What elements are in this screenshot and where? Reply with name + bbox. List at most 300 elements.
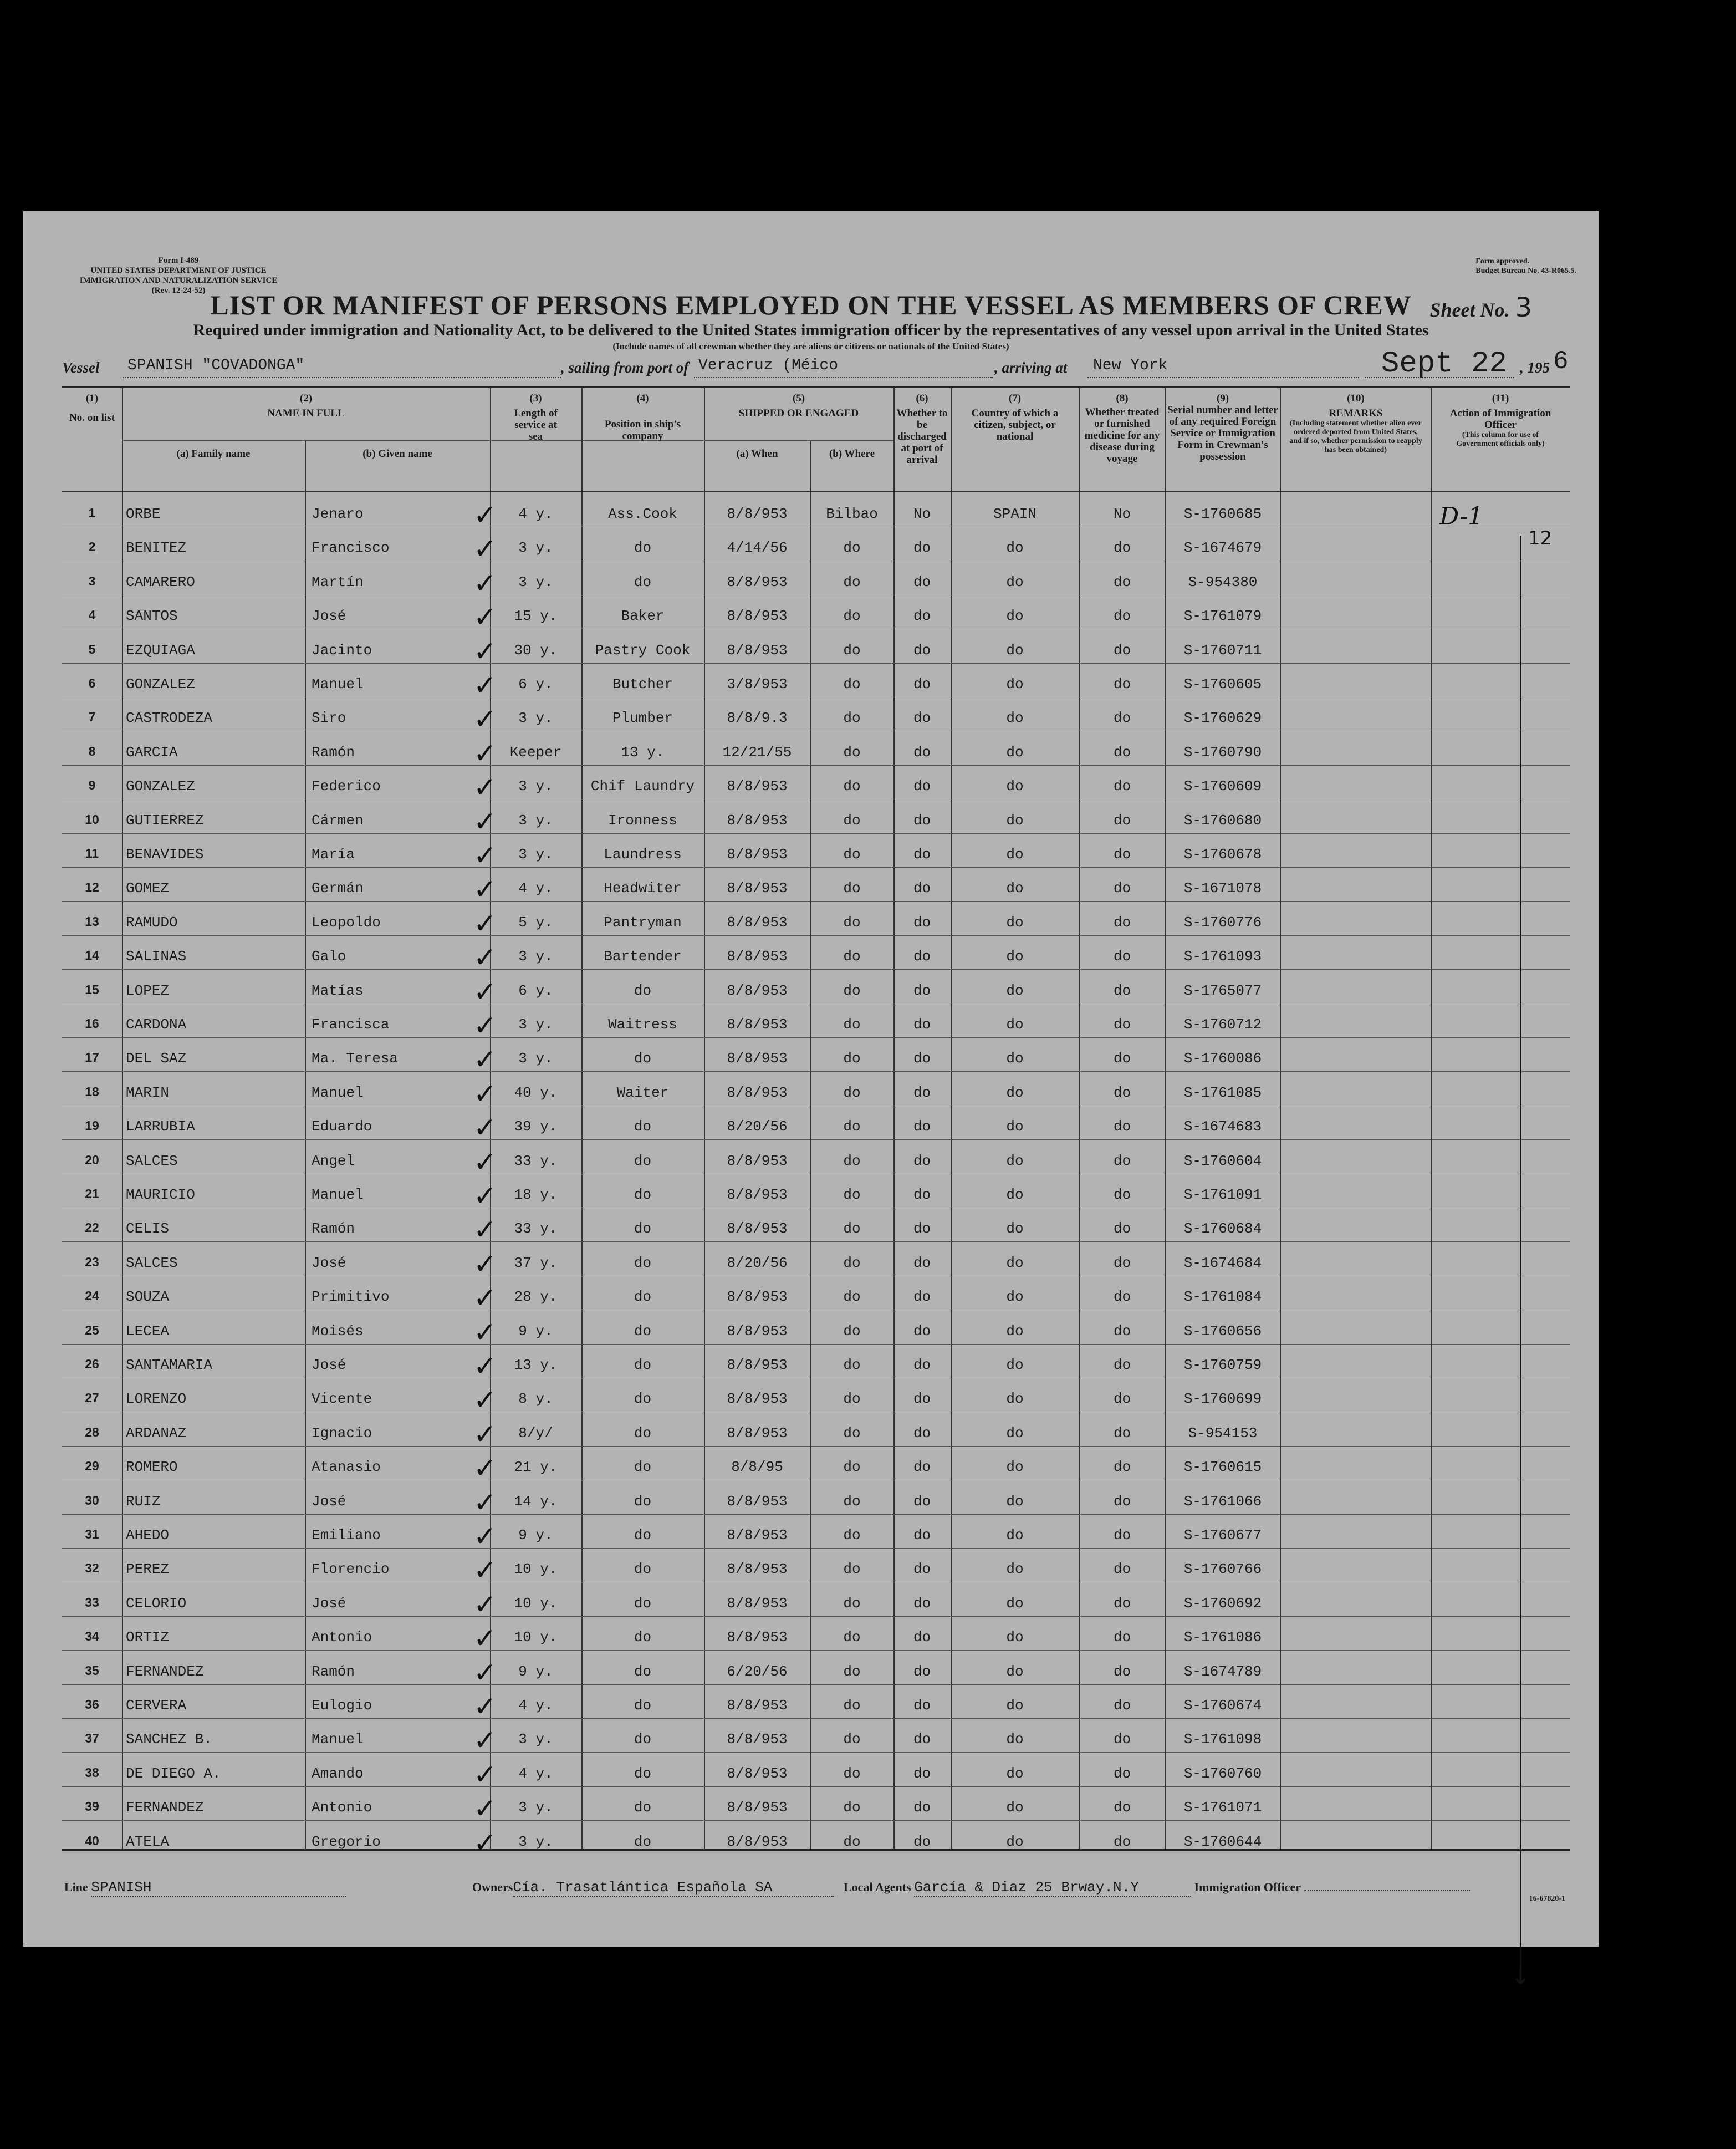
- cell-position: Laundress: [604, 846, 682, 863]
- cell-where: do: [843, 1799, 861, 1816]
- cell-no: 16: [85, 1016, 99, 1031]
- page-title: LIST OR MANIFEST OF PERSONS EMPLOYED ON THE VESSEL AS MEMBERS OF CREW: [210, 289, 1412, 320]
- cell-discharge: do: [913, 1799, 931, 1816]
- cell-where: Bilbao: [826, 506, 878, 522]
- cell-no: 39: [85, 1799, 99, 1814]
- cell-family: BENAVIDES: [126, 846, 204, 863]
- cell-serial: S-1760604: [1183, 1152, 1262, 1169]
- cell-discharge: do: [913, 982, 931, 999]
- table-row: [62, 1651, 1570, 1689]
- cell-no: 27: [85, 1391, 99, 1405]
- cell-position: Waitress: [608, 1016, 677, 1033]
- cell-discharge: do: [913, 948, 931, 965]
- table-row: [62, 630, 1570, 668]
- cell-country: do: [1006, 539, 1024, 557]
- cell-family: SALCES: [126, 1254, 178, 1271]
- cell-given: Matías: [312, 982, 364, 999]
- cell-country: do: [1006, 1152, 1024, 1169]
- cell-family: RUIZ: [126, 1493, 161, 1510]
- cell-serial: S-1760760: [1183, 1765, 1262, 1782]
- cell-country: do: [1006, 914, 1024, 931]
- cell-given: Antonio: [312, 1799, 372, 1816]
- cell-country: do: [1006, 1289, 1024, 1306]
- cell-where: do: [843, 1629, 861, 1646]
- cell-country: do: [1006, 982, 1024, 999]
- cell-country: do: [1006, 1833, 1024, 1850]
- col-where-header: (b) Where: [829, 448, 875, 460]
- cell-serial: S-1760766: [1183, 1561, 1262, 1578]
- cell-position: do: [634, 1527, 652, 1544]
- cell-treated: do: [1113, 1731, 1131, 1748]
- table-row: [62, 1038, 1570, 1076]
- arriving-label: , arriving at: [994, 359, 1068, 376]
- cell-where: do: [843, 1152, 861, 1169]
- cell-when: 8/8/953: [727, 948, 788, 965]
- check-mark-icon: ✓: [473, 805, 497, 838]
- cell-serial: S-1761086: [1183, 1629, 1262, 1646]
- cell-given: José: [312, 1493, 346, 1510]
- cell-given: Eduardo: [312, 1118, 372, 1135]
- annotation-d1: D-1: [1439, 502, 1483, 531]
- table-row: [62, 1413, 1570, 1450]
- cell-country: do: [1006, 948, 1024, 965]
- cell-serial: S-1761084: [1183, 1289, 1262, 1306]
- cell-when: 3/8/953: [727, 676, 788, 692]
- cell-treated: do: [1113, 1697, 1131, 1714]
- cell-when: 8/8/953: [727, 1527, 788, 1544]
- cell-where: do: [843, 1186, 861, 1203]
- cell-when: 12/21/55: [722, 744, 792, 761]
- cell-no: 40: [85, 1833, 99, 1848]
- cell-family: SALCES: [126, 1152, 178, 1169]
- cell-when: 8/8/953: [727, 1731, 788, 1748]
- cell-discharge: do: [913, 539, 931, 557]
- table-row: [62, 595, 1570, 634]
- cell-where: do: [843, 1697, 861, 1714]
- sailing-label: , sailing from port of: [561, 359, 689, 376]
- col-family-header: (a) Family name: [176, 448, 251, 460]
- cell-treated: do: [1113, 641, 1131, 659]
- cell-country: SPAIN: [993, 506, 1037, 522]
- sheet-label: Sheet No.: [1429, 299, 1510, 321]
- cell-service: 28 y.: [514, 1289, 558, 1306]
- cell-service: 39 y.: [514, 1118, 558, 1135]
- cell-serial: S-1760656: [1183, 1322, 1262, 1340]
- cell-family: GONZALEZ: [126, 676, 195, 692]
- cell-no: 38: [85, 1765, 99, 1780]
- check-mark-icon: ✓: [473, 703, 497, 736]
- cell-when: 8/8/953: [727, 1799, 788, 1816]
- table-row: [62, 1208, 1570, 1246]
- cell-position: do: [634, 1357, 652, 1373]
- table-row: [62, 1821, 1570, 1859]
- cell-where: do: [843, 1663, 861, 1680]
- cell-position: do: [634, 1561, 652, 1578]
- cell-where: do: [843, 641, 861, 659]
- check-mark-icon: ✓: [473, 533, 497, 566]
- cell-where: do: [843, 608, 861, 625]
- cell-discharge: do: [913, 1186, 931, 1203]
- cell-discharge: do: [913, 710, 931, 727]
- cell-given: Francisco: [312, 539, 390, 557]
- table-row: [62, 1787, 1570, 1825]
- cell-when: 8/8/953: [727, 1629, 788, 1646]
- cell-service: 4 y.: [518, 1765, 553, 1782]
- cell-treated: do: [1113, 1799, 1131, 1816]
- cell-discharge: do: [913, 1527, 931, 1544]
- cell-when: 8/8/953: [727, 1186, 788, 1203]
- cell-family: FERNANDEZ: [126, 1799, 204, 1816]
- check-mark-icon: ✓: [473, 669, 497, 701]
- cell-given: José: [312, 608, 346, 625]
- cell-treated: do: [1113, 1765, 1131, 1782]
- table-row: [62, 732, 1570, 770]
- cell-position: do: [634, 1424, 652, 1442]
- cell-discharge: do: [913, 1731, 931, 1748]
- cell-no: 30: [85, 1493, 99, 1508]
- cell-treated: do: [1113, 948, 1131, 965]
- cell-when: 8/8/953: [727, 1152, 788, 1169]
- cell-treated: do: [1113, 1357, 1131, 1373]
- cell-position: Pantryman: [604, 914, 682, 931]
- cell-where: do: [843, 1357, 861, 1373]
- col-no-header: (1) No. on list: [69, 393, 115, 424]
- cell-country: do: [1006, 1527, 1024, 1544]
- cell-where: do: [843, 1322, 861, 1340]
- cell-position: Pastry Cook: [595, 641, 691, 659]
- cell-country: do: [1006, 1765, 1024, 1782]
- cell-treated: do: [1113, 1050, 1131, 1067]
- table-row: [62, 1345, 1570, 1382]
- cell-country: do: [1006, 641, 1024, 659]
- cell-treated: do: [1113, 1322, 1131, 1340]
- footer-officer-label: Immigration Officer: [1194, 1880, 1301, 1894]
- cell-given: Jacinto: [312, 641, 372, 659]
- cell-family: ORBE: [126, 506, 161, 522]
- cell-family: DE DIEGO A.: [126, 1765, 221, 1782]
- cell-country: do: [1006, 608, 1024, 625]
- table-row: [62, 697, 1570, 736]
- cell-given: Eulogio: [312, 1697, 372, 1714]
- table-row: [62, 1004, 1570, 1042]
- cell-position: do: [634, 1118, 652, 1135]
- table-row: [62, 1140, 1570, 1178]
- cell-position: Ass.Cook: [608, 506, 677, 522]
- check-mark-icon: ✓: [473, 1690, 497, 1723]
- cell-family: LECEA: [126, 1322, 170, 1340]
- check-mark-icon: ✓: [473, 1520, 497, 1552]
- cell-country: do: [1006, 1629, 1024, 1646]
- cell-when: 8/20/56: [727, 1254, 788, 1271]
- check-mark-icon: ✓: [473, 1077, 497, 1110]
- cell-country: do: [1006, 1322, 1024, 1340]
- cell-given: Angel: [312, 1152, 355, 1169]
- cell-country: do: [1006, 1493, 1024, 1510]
- cell-service: 9 y.: [518, 1663, 553, 1680]
- table-row: [62, 1685, 1570, 1723]
- check-mark-icon: ✓: [473, 1826, 497, 1859]
- year-label: , 195: [1520, 359, 1550, 376]
- cell-discharge: do: [913, 1833, 931, 1850]
- cell-position: do: [634, 1765, 652, 1782]
- cell-discharge: do: [913, 1424, 931, 1442]
- check-mark-icon: ✓: [473, 1622, 497, 1655]
- col-remarks-header: (10) REMARKS (Including statement whether alien ever ordered deported from United States, and if so, whether permission to reapply has been obtained): [1289, 393, 1422, 454]
- cell-when: 8/8/9.3: [727, 710, 788, 727]
- cell-family: LARRUBIA: [126, 1118, 195, 1135]
- print-code: 16-67820-1: [1529, 1895, 1565, 1903]
- cell-country: do: [1006, 744, 1024, 761]
- cell-when: 8/8/953: [727, 1220, 788, 1238]
- cell-family: CAMARERO: [126, 573, 195, 590]
- check-mark-icon: ✓: [473, 1452, 497, 1485]
- cell-discharge: do: [913, 1663, 931, 1680]
- cell-serial: S-1760685: [1183, 506, 1262, 522]
- check-mark-icon: ✓: [473, 873, 497, 906]
- cell-serial: S-1765077: [1183, 982, 1262, 999]
- cell-no: 6: [88, 676, 96, 690]
- cell-where: do: [843, 914, 861, 931]
- cell-where: do: [843, 880, 861, 897]
- cell-no: 21: [85, 1186, 99, 1201]
- cell-treated: do: [1113, 573, 1131, 590]
- cell-country: do: [1006, 676, 1024, 692]
- cell-discharge: do: [913, 1493, 931, 1510]
- cell-no: 29: [85, 1459, 99, 1474]
- cell-treated: do: [1113, 846, 1131, 863]
- cell-no: 26: [85, 1357, 99, 1371]
- cell-service: 33 y.: [514, 1220, 558, 1238]
- cell-service: 40 y.: [514, 1084, 558, 1101]
- cell-country: do: [1006, 1118, 1024, 1135]
- cell-given: José: [312, 1254, 346, 1271]
- cell-service: 13 y.: [514, 1357, 558, 1373]
- cell-service: 4 y.: [518, 1697, 553, 1714]
- cell-treated: do: [1113, 1016, 1131, 1033]
- cell-position: do: [634, 573, 652, 590]
- cell-service: 14 y.: [514, 1493, 558, 1510]
- cell-position: do: [634, 1697, 652, 1714]
- cell-treated: do: [1113, 539, 1131, 557]
- table-row: [62, 1242, 1570, 1280]
- cell-position: Headwiter: [604, 880, 682, 897]
- check-mark-icon: ✓: [473, 1384, 497, 1417]
- table-row: [62, 1753, 1570, 1791]
- cell-treated: do: [1113, 1833, 1131, 1850]
- cell-discharge: do: [913, 1152, 931, 1169]
- cell-service: 9 y.: [518, 1527, 553, 1544]
- cell-no: 34: [85, 1629, 99, 1644]
- cell-when: 8/8/953: [727, 506, 788, 522]
- check-mark-icon: ✓: [473, 567, 497, 599]
- cell-discharge: do: [913, 778, 931, 795]
- cell-discharge: do: [913, 846, 931, 863]
- cell-discharge: do: [913, 1391, 931, 1408]
- cell-no: 3: [88, 573, 96, 588]
- cell-when: 8/8/953: [727, 1050, 788, 1067]
- cell-serial: S-1760759: [1183, 1357, 1262, 1373]
- check-mark-icon: ✓: [473, 1043, 497, 1076]
- col-discharge-header: (6) Whether to be discharged at port of arrival: [896, 393, 948, 466]
- cell-given: Ramón: [312, 744, 355, 761]
- action-arrow-line: [1520, 536, 1521, 1972]
- cell-discharge: do: [913, 1629, 931, 1646]
- table-row: [62, 527, 1570, 566]
- cell-where: do: [843, 1289, 861, 1306]
- cell-treated: do: [1113, 778, 1131, 795]
- sheet-value: 3: [1515, 292, 1532, 323]
- cell-discharge: do: [913, 1084, 931, 1101]
- cell-service: 3 y.: [518, 539, 553, 557]
- cell-position: do: [634, 1220, 652, 1238]
- cell-treated: do: [1113, 1663, 1131, 1680]
- cell-given: Leopoldo: [312, 914, 381, 931]
- cell-position: Plumber: [612, 710, 673, 727]
- cell-serial: S-1761098: [1183, 1731, 1262, 1748]
- cell-family: LORENZO: [126, 1391, 187, 1408]
- check-mark-icon: ✓: [473, 1758, 497, 1791]
- cell-given: Siro: [312, 710, 346, 727]
- cell-where: do: [843, 1833, 861, 1850]
- check-mark-icon: ✓: [473, 1247, 497, 1280]
- cell-service: 3 y.: [518, 1833, 553, 1850]
- cell-no: 36: [85, 1697, 99, 1712]
- cell-given: Emiliano: [312, 1527, 381, 1544]
- cell-family: AHEDO: [126, 1527, 170, 1544]
- cell-country: do: [1006, 1084, 1024, 1101]
- cell-country: do: [1006, 1799, 1024, 1816]
- cell-where: do: [843, 1254, 861, 1271]
- cell-treated: do: [1113, 608, 1131, 625]
- cell-serial: S-1760644: [1183, 1833, 1262, 1850]
- check-mark-icon: ✓: [473, 771, 497, 804]
- cell-serial: S-1761091: [1183, 1186, 1262, 1203]
- cell-given: Galo: [312, 948, 346, 965]
- cell-discharge: do: [913, 1050, 931, 1067]
- table-row: [62, 868, 1570, 906]
- cell-where: do: [843, 1459, 861, 1476]
- cell-no: 19: [85, 1118, 99, 1133]
- cell-serial: S-1760711: [1183, 641, 1262, 659]
- footer-owners-value: Cía. Trasatlántica Española SA: [513, 1879, 834, 1897]
- cell-position: do: [634, 1322, 652, 1340]
- cell-given: Ramón: [312, 1220, 355, 1238]
- cell-position: do: [634, 1833, 652, 1850]
- form-header-right: [1475, 257, 1576, 276]
- sailing-value: Veracruz (Méico: [698, 357, 839, 374]
- cell-given: Atanasio: [312, 1459, 381, 1476]
- table-row: [62, 800, 1570, 838]
- cell-discharge: do: [913, 1289, 931, 1306]
- cell-when: 8/8/953: [727, 1561, 788, 1578]
- cell-treated: do: [1113, 1561, 1131, 1578]
- cell-given: Antonio: [312, 1629, 372, 1646]
- footer-agents: Local Agents García & Diaz 25 Brway.N.Y Immigration Officer: [844, 1879, 1470, 1897]
- cell-no: 10: [85, 812, 99, 827]
- cell-no: 28: [85, 1424, 99, 1439]
- check-mark-icon: ✓: [473, 1350, 497, 1382]
- cell-no: 4: [88, 608, 96, 623]
- cell-no: 9: [88, 778, 96, 793]
- cell-where: do: [843, 1424, 861, 1442]
- cell-no: 17: [85, 1050, 99, 1065]
- footer-agents-value: García & Diaz 25 Brway.N.Y: [914, 1879, 1191, 1897]
- cell-treated: do: [1113, 914, 1131, 931]
- cell-serial: S-1760680: [1183, 812, 1262, 829]
- budget-bureau: Budget Bureau No. 43-R065.5.: [1475, 267, 1576, 275]
- cell-when: 6/20/56: [727, 1663, 788, 1680]
- cell-position: Chif Laundry: [590, 778, 695, 795]
- cell-where: do: [843, 1527, 861, 1544]
- vessel-label: Vessel: [62, 359, 100, 376]
- cell-treated: do: [1113, 880, 1131, 897]
- cell-serial: S-1760684: [1183, 1220, 1262, 1238]
- cell-serial: S-1760776: [1183, 914, 1262, 931]
- cell-family: CASTRODEZA: [126, 710, 213, 727]
- cell-given: Florencio: [312, 1561, 390, 1578]
- cell-where: do: [843, 1016, 861, 1033]
- cell-family: SOUZA: [126, 1289, 170, 1306]
- cell-country: do: [1006, 1357, 1024, 1373]
- cell-country: do: [1006, 1424, 1024, 1442]
- check-mark-icon: ✓: [473, 1282, 497, 1315]
- cell-service: 37 y.: [514, 1254, 558, 1271]
- table-row: [62, 664, 1570, 701]
- table-row: [62, 1378, 1570, 1417]
- cell-position: do: [634, 1391, 652, 1408]
- cell-country: do: [1006, 1186, 1024, 1203]
- cell-position: do: [634, 1050, 652, 1067]
- cell-service: 5 y.: [518, 914, 553, 931]
- cell-given: Manuel: [312, 1186, 364, 1203]
- cell-family: SANTOS: [126, 608, 178, 625]
- cell-when: 8/8/953: [727, 846, 788, 863]
- cell-when: 8/8/953: [727, 1697, 788, 1714]
- cell-family: DEL SAZ: [126, 1050, 187, 1067]
- cell-when: 8/8/953: [727, 1016, 788, 1033]
- table-row: [62, 1719, 1570, 1757]
- cell-family: CELIS: [126, 1220, 170, 1238]
- arriving-value: New York: [1093, 357, 1168, 374]
- cell-serial: S-1760790: [1183, 744, 1262, 761]
- cell-given: José: [312, 1357, 346, 1373]
- cell-discharge: do: [913, 1016, 931, 1033]
- cell-service: 30 y.: [514, 641, 558, 659]
- cell-service: 3 y.: [518, 1799, 553, 1816]
- cell-treated: do: [1113, 1459, 1131, 1476]
- cell-where: do: [843, 676, 861, 692]
- cell-where: do: [843, 1561, 861, 1578]
- cell-no: 7: [88, 710, 96, 725]
- cell-family: GUTIERREZ: [126, 812, 204, 829]
- cell-country: do: [1006, 778, 1024, 795]
- cell-family: CELORIO: [126, 1595, 187, 1612]
- cell-discharge: do: [913, 608, 931, 625]
- cell-where: do: [843, 1595, 861, 1612]
- cell-service: 3 y.: [518, 948, 553, 965]
- cell-position: 13 y.: [621, 744, 665, 761]
- cell-serial: S-1760678: [1183, 846, 1262, 863]
- cell-given: Germán: [312, 880, 364, 897]
- cell-treated: do: [1113, 1595, 1131, 1612]
- check-mark-icon: ✓: [473, 635, 497, 668]
- col-action-header: (11) Action of Immigration Officer (This column for use of Government officials only): [1449, 393, 1551, 448]
- cell-position: Waiter: [616, 1084, 669, 1101]
- cell-serial: S-1671078: [1183, 880, 1262, 897]
- cell-service: 15 y.: [514, 608, 558, 625]
- cell-when: 8/8/953: [727, 1765, 788, 1782]
- service: IMMIGRATION AND NATURALIZATION SERVICE: [79, 276, 278, 285]
